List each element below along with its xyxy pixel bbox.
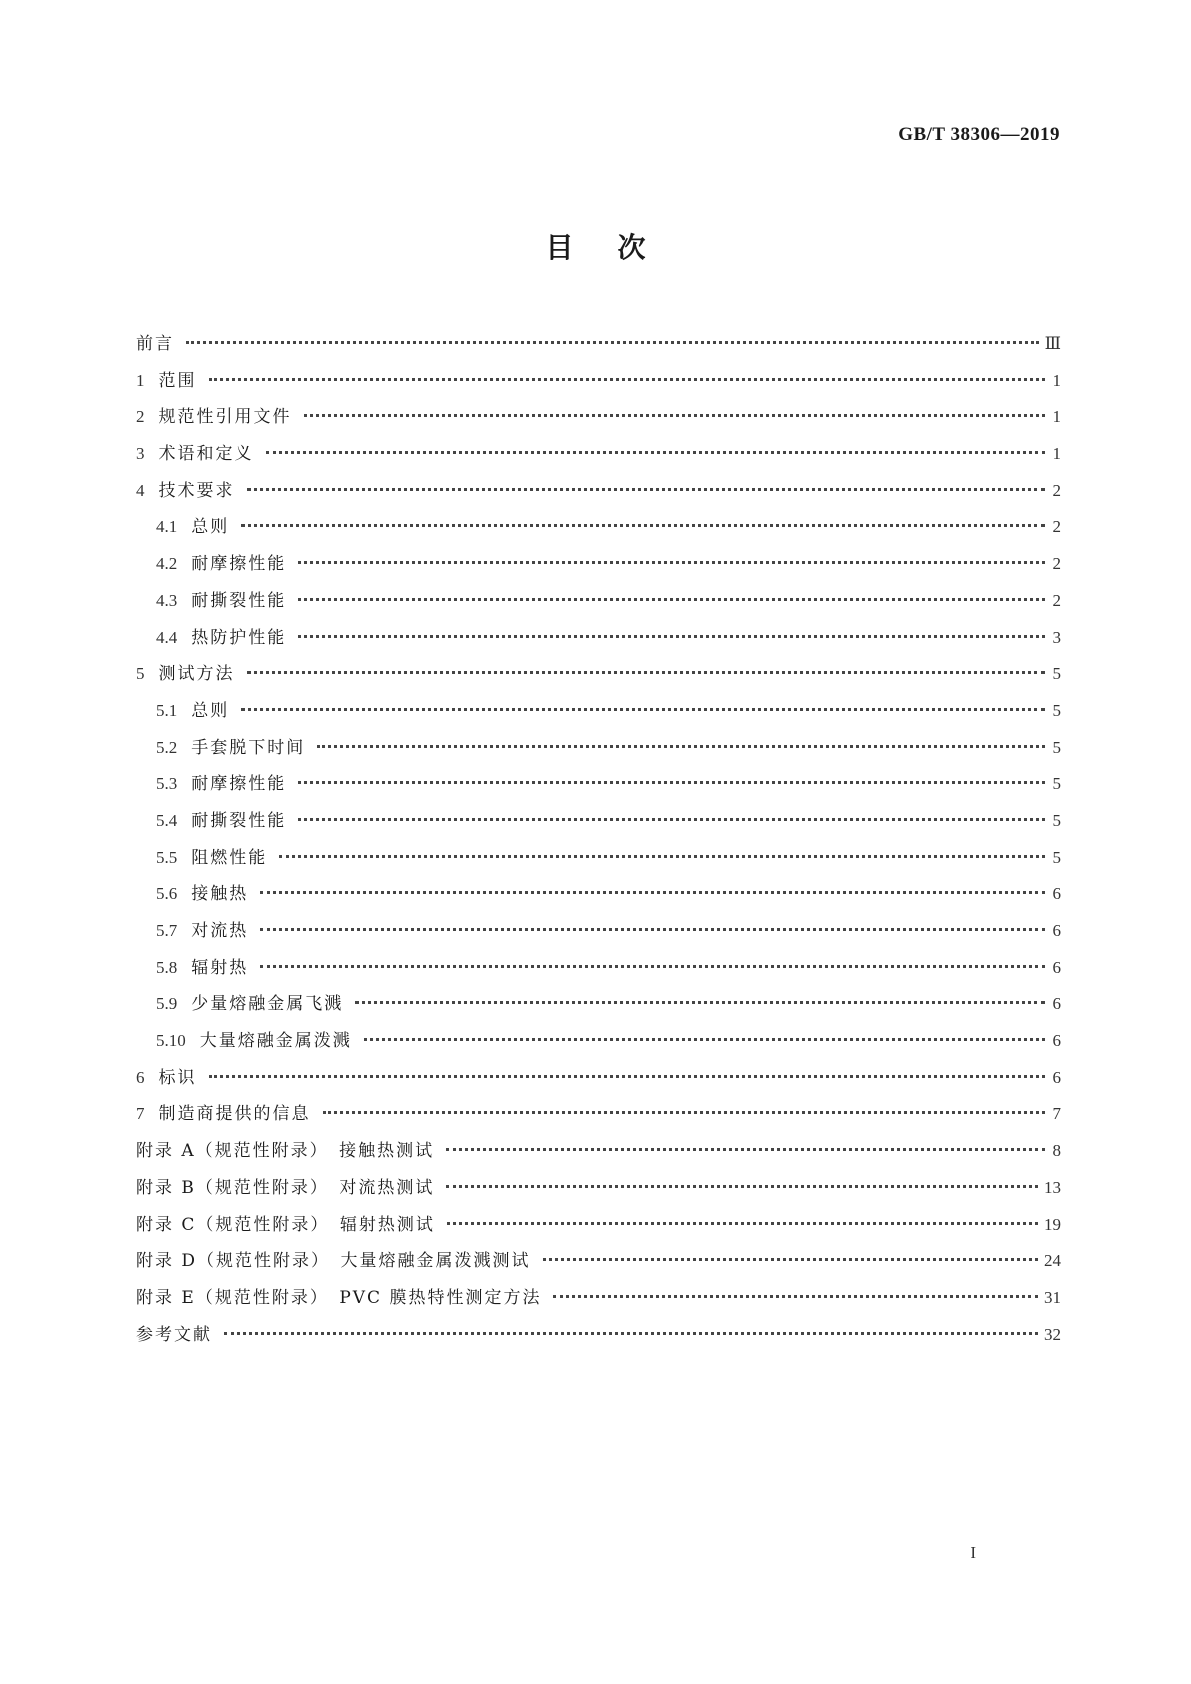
toc-dot-leader	[298, 541, 1045, 564]
toc-entry-number: 6	[136, 1067, 145, 1087]
toc-entry-page: 1	[1052, 444, 1061, 464]
toc-dot-leader	[298, 578, 1045, 601]
toc-entry-label: 总则	[191, 700, 230, 721]
toc-entry-number: 4.3	[156, 590, 178, 610]
toc-dot-leader	[364, 1018, 1045, 1041]
toc-entry-label: 阻燃性能	[191, 847, 268, 868]
toc-entry[interactable]	[136, 1317, 1061, 1354]
toc-entry-number: 5.4	[156, 810, 178, 830]
toc-entry-number: 5.6	[156, 884, 178, 904]
toc-entry-label: 范围	[158, 370, 197, 391]
toc-entry-label: 附录 B（规范性附录） 对流热测试	[136, 1177, 435, 1198]
toc-entry-label: 耐撕裂性能	[191, 810, 287, 831]
toc-entry-number: 4.2	[156, 554, 178, 574]
toc-entry-number: 4.4	[156, 627, 178, 647]
toc-entry-page: 1	[1052, 370, 1061, 390]
toc-entry-page: 1	[1052, 407, 1061, 427]
toc-entry-page: 6	[1052, 1067, 1061, 1087]
toc-dot-leader	[317, 725, 1045, 748]
toc-entry-label: 耐撕裂性能	[191, 590, 287, 611]
toc-entry-page: 5	[1052, 774, 1061, 794]
toc-dot-leader	[266, 431, 1046, 454]
toc-dot-leader	[186, 321, 1039, 344]
toc-dot-leader	[298, 615, 1045, 638]
toc-entry-number: 4.1	[156, 517, 178, 537]
toc-dot-leader	[298, 761, 1045, 784]
toc-entry-label: 前言	[136, 334, 174, 354]
toc-entry-number: 5.10	[156, 1031, 186, 1051]
toc-entry-page: 6	[1052, 1031, 1061, 1051]
toc-entry-page: 31	[1044, 1287, 1061, 1307]
toc-dot-leader	[241, 688, 1045, 711]
toc-entry-page: 19	[1044, 1214, 1061, 1234]
toc-entry-label: 接触热	[191, 884, 249, 905]
toc-dot-leader	[260, 871, 1045, 894]
toc-entry-number: 2	[136, 407, 145, 427]
toc-entry-label: 少量熔融金属飞溅	[191, 994, 344, 1015]
toc-entry-page: 6	[1052, 884, 1061, 904]
page-title: 目次	[545, 231, 690, 264]
toc-dot-leader	[298, 798, 1045, 821]
toc-dot-leader	[260, 945, 1045, 968]
toc-entry-page: 5	[1052, 847, 1061, 867]
toc-entry-label: 对流热	[191, 921, 249, 941]
toc-dot-leader	[553, 1275, 1038, 1298]
toc-entry-label: 附录 E（规范性附录） PVC 膜热特性测定方法	[136, 1287, 542, 1308]
toc-entry-label: 辐射热	[191, 957, 249, 978]
toc-entry-page: 24	[1044, 1251, 1061, 1271]
toc-entry-number: 5.8	[156, 957, 178, 977]
toc-entry-label: 附录 D（规范性附录） 大量熔融金属泼溅测试	[136, 1251, 531, 1272]
toc-entry-number: 5.9	[156, 994, 178, 1014]
toc-entry-page: 5	[1052, 664, 1061, 684]
toc-entry-page: 7	[1052, 1104, 1061, 1124]
toc-entry-page: 6	[1052, 957, 1061, 977]
toc-dot-leader	[323, 1091, 1046, 1114]
toc-entry-label: 技术要求	[158, 480, 235, 501]
toc-entry-page: 5	[1052, 810, 1061, 830]
toc-entry-number: 4	[136, 480, 145, 500]
toc-dot-leader	[247, 651, 1046, 674]
standard-number: GB/T 38306—2019	[898, 124, 1060, 145]
toc-entry-label: 大量熔融金属泼溅	[199, 1031, 352, 1052]
toc-entry-label: 参考文献	[136, 1324, 212, 1345]
toc-dot-leader	[447, 1202, 1038, 1225]
toc-entry-page: 2	[1052, 480, 1061, 500]
toc-entry-label: 热防护性能	[191, 627, 287, 648]
toc-dot-leader	[260, 908, 1045, 931]
toc-entry-label: 标识	[158, 1067, 197, 1088]
toc-entry-label: 手套脱下时间	[191, 737, 306, 758]
toc-dot-leader	[241, 504, 1045, 527]
toc-entry-page: 13	[1044, 1177, 1061, 1197]
toc-entry-page: Ⅲ	[1044, 334, 1061, 353]
toc-dot-leader	[355, 981, 1045, 1004]
toc-dot-leader	[446, 1165, 1038, 1188]
toc-dot-leader	[304, 394, 1046, 417]
toc-entry-label: 术语和定义	[158, 444, 254, 465]
toc-entry-number: 1	[136, 370, 145, 390]
toc-entry-page: 2	[1052, 590, 1061, 610]
toc-entry-label: 附录 A（规范性附录） 接触热测试	[136, 1141, 435, 1162]
table-of-contents	[136, 326, 1061, 1353]
toc-entry-page: 2	[1052, 517, 1061, 537]
toc-entry-label: 测试方法	[158, 664, 235, 685]
toc-dot-leader	[543, 1238, 1038, 1261]
toc-entry-page: 5	[1052, 737, 1061, 757]
toc-entry-page: 5	[1052, 700, 1061, 720]
toc-entry-number: 5.5	[156, 847, 178, 867]
toc-entry-page: 32	[1044, 1324, 1061, 1344]
toc-entry-number: 3	[136, 444, 145, 464]
toc-entry-page: 3	[1052, 627, 1061, 647]
toc-dot-leader	[446, 1128, 1045, 1151]
toc-entry-label: 附录 C（规范性附录） 辐射热测试	[136, 1214, 435, 1235]
toc-entry-number: 5.7	[156, 921, 178, 940]
toc-entry-page: 8	[1052, 1141, 1061, 1161]
toc-entry-number: 5.2	[156, 737, 178, 757]
toc-dot-leader	[224, 1312, 1038, 1335]
toc-entry-label: 耐摩擦性能	[191, 774, 287, 795]
toc-entry-label: 耐摩擦性能	[191, 554, 287, 575]
toc-dot-leader	[209, 358, 1046, 381]
toc-entry-label: 制造商提供的信息	[158, 1104, 311, 1125]
toc-entry-number: 7	[136, 1104, 145, 1124]
toc-entry-label: 总则	[191, 517, 230, 538]
toc-entry-page: 2	[1052, 554, 1061, 574]
toc-dot-leader	[247, 468, 1046, 491]
toc-entry-label: 规范性引用文件	[158, 407, 292, 428]
toc-dot-leader	[209, 1055, 1046, 1078]
toc-entry-page: 6	[1052, 994, 1061, 1014]
toc-dot-leader	[279, 835, 1045, 858]
toc-entry-number: 5	[136, 664, 145, 684]
toc-entry-page: 6	[1052, 921, 1061, 940]
toc-entry-number: 5.1	[156, 700, 178, 720]
page-number: I	[970, 1543, 976, 1562]
toc-entry-number: 5.3	[156, 774, 178, 794]
